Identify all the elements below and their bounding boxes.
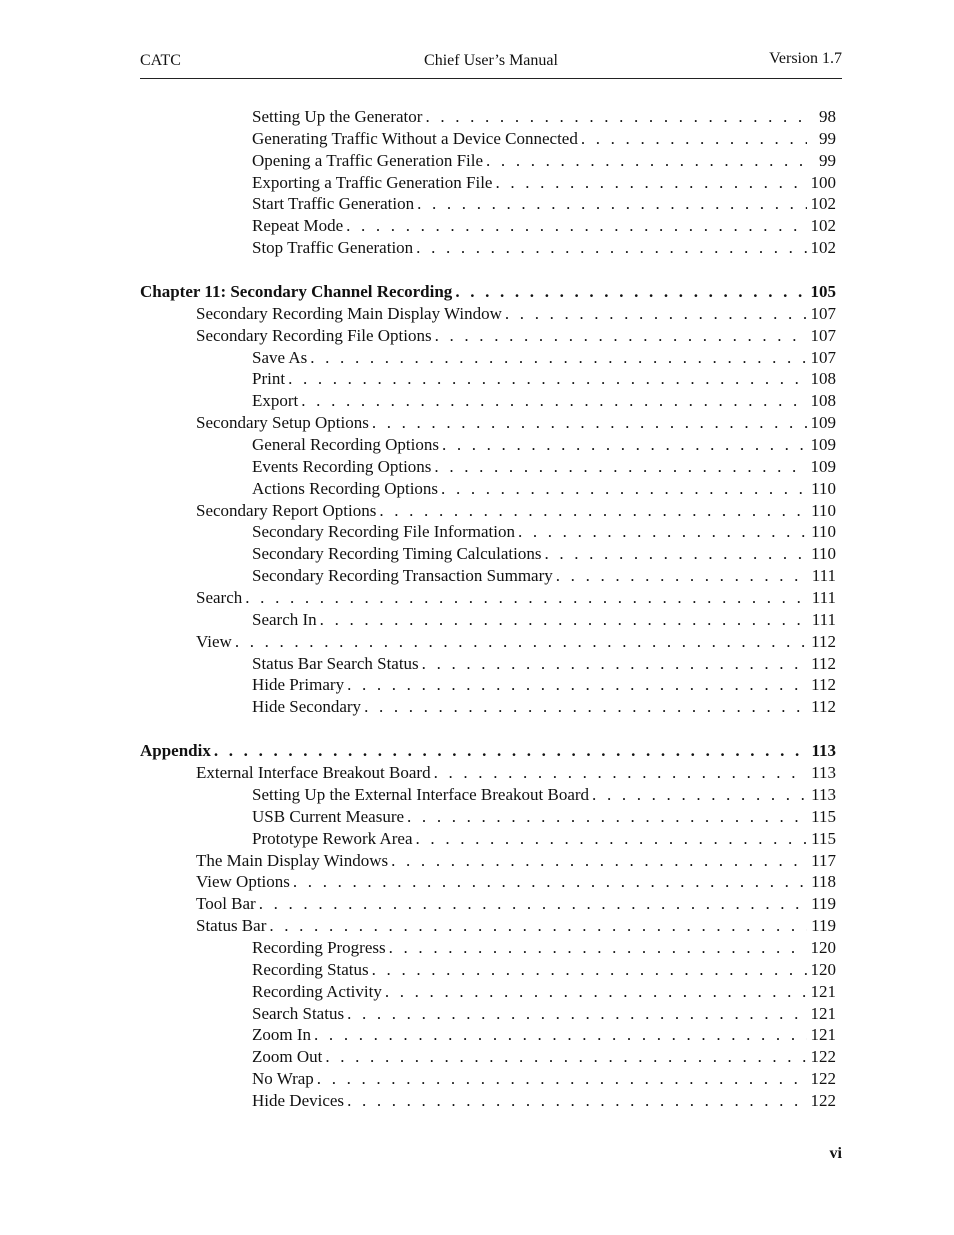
toc-dot-leader (389, 938, 807, 958)
toc-entry-page: 109 (810, 413, 836, 433)
page-header (140, 50, 842, 79)
toc-dot-leader (269, 916, 807, 936)
toc-entry-title: External Interface Breakout Board (196, 763, 431, 783)
toc-entry-page: 109 (810, 435, 836, 455)
toc-entry-title: Setting Up the Generator (252, 107, 423, 126)
toc-entry-page: 122 (810, 1090, 836, 1110)
toc-entry-page: 98 (819, 107, 836, 126)
toc-dot-leader (495, 173, 807, 193)
toc-entry[interactable] (140, 1025, 836, 1047)
toc-entry-title: View Options (196, 872, 290, 892)
toc-dot-leader (347, 675, 807, 695)
toc-entry-title: Repeat Mode (252, 216, 344, 236)
toc-entry-page: 112 (811, 697, 836, 717)
toc-entry-title: Events Recording Options (252, 456, 432, 476)
toc-entry-page: 113 (811, 741, 836, 761)
toc-entry[interactable] (140, 501, 836, 523)
toc-entry-page: 121 (810, 1003, 836, 1023)
toc-entry-title: Search In (252, 609, 317, 629)
toc-entry-page: 110 (811, 478, 836, 498)
toc-entry[interactable] (140, 1069, 836, 1091)
toc-entry[interactable] (140, 348, 836, 370)
header-company: CATC (140, 52, 181, 69)
toc-entry-title: Opening a Traffic Generation File (252, 150, 484, 170)
toc-dot-leader (317, 1069, 807, 1089)
toc-dot-leader (301, 391, 807, 411)
toc-entry-page: 118 (811, 872, 836, 892)
toc-entry-page: 99 (819, 150, 836, 170)
toc-entry[interactable] (140, 763, 836, 785)
toc-entry-page: 110 (811, 544, 836, 564)
toc-entry-title: Recording Status (252, 959, 369, 979)
header-document-title: Chief User’s Manual (424, 52, 558, 69)
toc-entry-page: 112 (811, 675, 836, 695)
toc-entry-title: USB Current Measure (252, 806, 405, 826)
toc-dot-leader (320, 610, 807, 630)
toc-entry-page: 102 (810, 238, 836, 258)
toc-entry-title: Tool Bar (196, 894, 256, 914)
toc-entry-title: No Wrap (252, 1069, 314, 1089)
toc-entry-page: 107 (810, 325, 836, 345)
toc-entry-page: 115 (811, 806, 836, 826)
toc-entry-title: Secondary Recording File Information (252, 522, 515, 542)
toc-entry-page: 105 (810, 282, 836, 302)
toc-entry-title: Export (252, 391, 299, 411)
toc-dot-leader (214, 741, 807, 761)
toc-entry-title: Zoom Out (252, 1047, 323, 1067)
toc-entry-page: 108 (810, 369, 836, 389)
toc-entry[interactable] (140, 916, 836, 938)
toc-entry-title: Secondary Recording Main Display Window (196, 303, 502, 323)
toc-dot-leader (505, 304, 807, 324)
toc-entry[interactable] (140, 1004, 836, 1026)
toc-entry[interactable] (140, 369, 836, 391)
toc-entry-title: Recording Progress (252, 937, 386, 957)
toc-entry-page: 111 (811, 566, 836, 586)
toc-entry-title: General Recording Options (252, 435, 439, 455)
toc-entry-page: 112 (811, 653, 836, 673)
toc-entry[interactable] (140, 522, 836, 544)
toc-dot-leader (288, 369, 807, 389)
toc-entry-page: 109 (810, 456, 836, 476)
toc-entry[interactable] (140, 697, 836, 719)
toc-entry-title: Status Bar Search Status (252, 653, 419, 673)
toc-entry-page: 99 (819, 128, 836, 148)
toc-entry[interactable] (140, 960, 836, 982)
toc-dot-leader (385, 982, 807, 1002)
toc-entry-title: The Main Display Windows (196, 850, 389, 870)
toc-entry[interactable] (140, 566, 836, 588)
toc-entry-page: 120 (810, 959, 836, 979)
toc-entry-title: Start Traffic Generation (252, 194, 415, 214)
toc-dot-leader (235, 632, 807, 652)
footer-page-number: vi (829, 1145, 842, 1162)
toc-dot-leader (293, 872, 807, 892)
toc-entry[interactable] (140, 479, 836, 501)
toc-dot-leader (245, 588, 807, 608)
toc-entry-title: Zoom In (252, 1025, 312, 1045)
toc-entry-title: Chapter 11: Secondary Channel Recording (140, 282, 453, 302)
toc-dot-leader (310, 348, 807, 368)
toc-entry-page: 115 (811, 828, 836, 848)
toc-entry[interactable] (140, 588, 836, 610)
toc-dot-leader (425, 107, 807, 127)
toc-entry[interactable] (140, 129, 836, 151)
toc-entry-page: 107 (810, 303, 836, 323)
toc-entry-title: Secondary Recording Timing Calculations (252, 544, 542, 564)
toc-dot-leader (347, 1091, 807, 1111)
toc-entry[interactable] (140, 1091, 836, 1113)
toc-dot-leader (544, 544, 807, 564)
toc-spacer (140, 260, 836, 282)
toc-entry[interactable] (140, 938, 836, 960)
toc-dot-leader (592, 785, 807, 805)
toc-entry-title: Save As (252, 347, 308, 367)
toc-entry[interactable] (140, 894, 836, 916)
toc-dot-leader (486, 151, 807, 171)
toc-dot-leader (442, 435, 807, 455)
toc-dot-leader (518, 522, 807, 542)
toc-dot-leader (417, 194, 807, 214)
toc-entry[interactable] (140, 785, 836, 807)
toc-entry[interactable] (140, 982, 836, 1004)
toc-entry[interactable] (140, 216, 836, 238)
toc-entry-page: 102 (810, 216, 836, 236)
toc-dot-leader (259, 894, 807, 914)
toc-entry[interactable] (140, 675, 836, 697)
toc-entry-title: Generating Traffic Without a Device Connected (252, 128, 578, 148)
toc-dot-leader (434, 763, 807, 783)
toc-entry-page: 112 (811, 631, 836, 651)
toc-entry[interactable] (140, 194, 836, 216)
toc-entry-title: Prototype Rework Area (252, 828, 413, 848)
toc-entry[interactable] (140, 544, 836, 566)
toc-entry[interactable] (140, 151, 836, 173)
toc-dot-leader (434, 457, 807, 477)
toc-chapter-entry[interactable] (140, 282, 836, 304)
toc-dot-leader (416, 238, 807, 258)
toc-entry-page: 113 (811, 763, 836, 783)
toc-entry[interactable] (140, 807, 836, 829)
toc-entry[interactable] (140, 326, 836, 348)
toc-entry-title: Exporting a Traffic Generation File (252, 172, 493, 192)
toc-dot-leader (556, 566, 807, 586)
toc-chapter-entry[interactable] (140, 741, 836, 763)
toc-entry-title: Search (196, 588, 243, 608)
toc-entry-page: 108 (810, 391, 836, 411)
toc-entry-title: Recording Activity (252, 981, 382, 1001)
toc-entry-page: 120 (810, 937, 836, 957)
toc-entry-page: 113 (811, 784, 836, 804)
toc-entry-title: Stop Traffic Generation (252, 238, 414, 258)
toc-dot-leader (372, 413, 807, 433)
toc-entry-page: 110 (811, 522, 836, 542)
toc-entry-page: 117 (811, 850, 836, 870)
toc-entry[interactable] (140, 435, 836, 457)
toc-dot-leader (314, 1025, 807, 1045)
toc-entry-page: 122 (810, 1047, 836, 1067)
toc-entry-title: Print (252, 369, 286, 389)
toc-dot-leader (346, 216, 807, 236)
toc-entry[interactable] (140, 829, 836, 851)
toc-entry[interactable] (140, 238, 836, 260)
toc-entry[interactable] (140, 610, 836, 632)
toc-entry[interactable] (140, 872, 836, 894)
toc-entry-page: 110 (811, 500, 836, 520)
toc-dot-leader (407, 807, 807, 827)
toc-dot-leader (581, 129, 807, 149)
toc-dot-leader (364, 697, 807, 717)
toc-entry[interactable] (140, 413, 836, 435)
toc-entry-title: Hide Primary (252, 675, 345, 695)
toc-dot-leader (347, 1004, 807, 1024)
toc-dot-leader (379, 501, 807, 521)
toc-dot-leader (416, 829, 807, 849)
toc-entry-page: 119 (811, 916, 836, 936)
toc-entry-page: 111 (811, 588, 836, 608)
toc-entry-title: Hide Devices (252, 1090, 345, 1110)
toc-entry-page: 119 (811, 894, 836, 914)
toc-entry-page: 107 (810, 347, 836, 367)
toc-dot-leader (435, 326, 807, 346)
toc-entry[interactable] (140, 391, 836, 413)
toc-dot-leader (455, 282, 807, 302)
toc-entry-title: Actions Recording Options (252, 478, 439, 498)
toc-entry[interactable] (140, 1047, 836, 1069)
toc-dot-leader (325, 1047, 807, 1067)
toc-entry-title: Status Bar (196, 916, 267, 936)
toc-dot-leader (422, 654, 807, 674)
header-version: Version 1.7 (769, 50, 842, 67)
toc-entry-title: Secondary Recording File Options (196, 325, 432, 345)
table-of-contents (140, 107, 836, 1113)
toc-spacer (140, 719, 836, 741)
toc-entry-title: Secondary Setup Options (196, 413, 369, 433)
toc-dot-leader (441, 479, 807, 499)
toc-entry[interactable] (140, 107, 836, 129)
toc-entry[interactable] (140, 457, 836, 479)
toc-entry[interactable] (140, 304, 836, 326)
toc-entry-page: 121 (810, 981, 836, 1001)
toc-entry-page: 100 (810, 172, 836, 192)
toc-entry-title: Secondary Recording Transaction Summary (252, 566, 553, 586)
toc-entry-title: Hide Secondary (252, 697, 362, 717)
toc-entry[interactable] (140, 654, 836, 676)
toc-entry-title: View (196, 631, 232, 651)
toc-entry-title: Secondary Report Options (196, 500, 377, 520)
toc-entry-page: 111 (811, 609, 836, 629)
toc-entry-page: 121 (810, 1025, 836, 1045)
toc-entry[interactable] (140, 632, 836, 654)
toc-entry[interactable] (140, 851, 836, 873)
toc-entry-page: 122 (810, 1069, 836, 1089)
toc-entry-page: 102 (810, 194, 836, 214)
toc-entry-title: Setting Up the External Interface Breakout Board (252, 784, 590, 804)
toc-entry[interactable] (140, 173, 836, 195)
toc-dot-leader (391, 851, 807, 871)
toc-entry-title: Appendix (140, 741, 211, 761)
toc-dot-leader (372, 960, 807, 980)
toc-entry-title: Search Status (252, 1003, 345, 1023)
